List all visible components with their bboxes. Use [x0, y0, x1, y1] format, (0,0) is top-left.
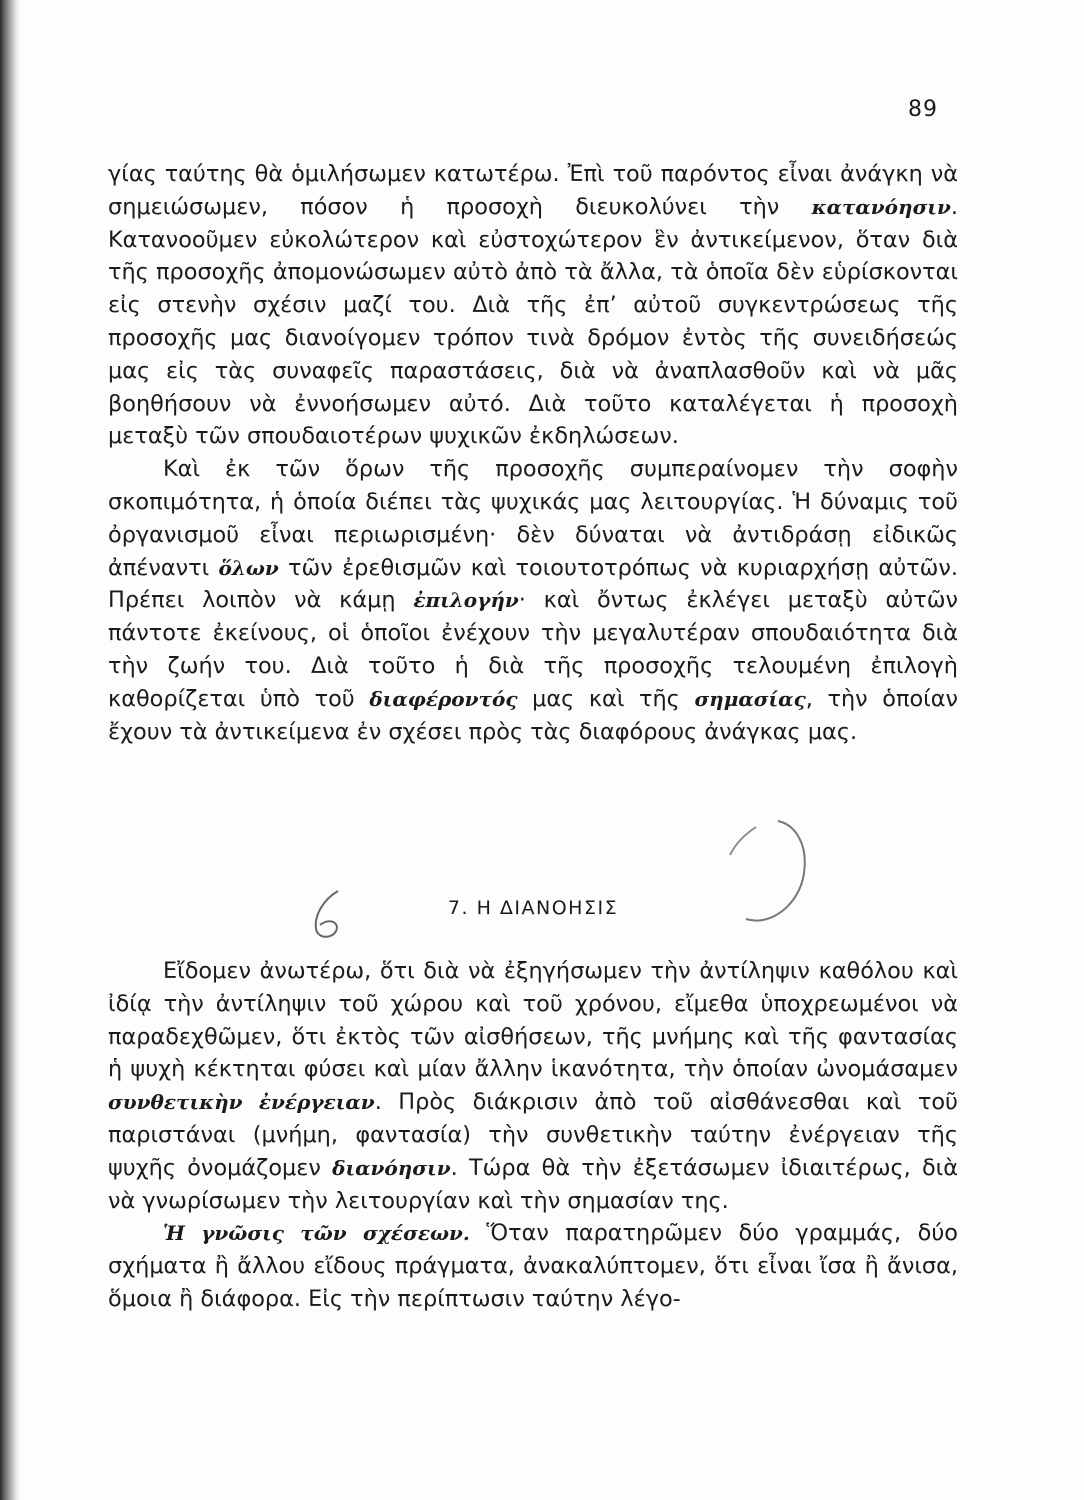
emphasis: συνθετικὴν ἐνέργειαν [108, 1090, 375, 1115]
emphasis: σημασίας [694, 686, 806, 711]
section-attention-text [108, 158, 958, 748]
emphasis-subheading: Ἡ γνῶσις τῶν σχέσεων. [163, 1221, 470, 1246]
paragraph: Καὶ ἐκ τῶν ὅρων τῆς προσοχῆς συμπεραίνομεν τὴν σοφὴν σκοπιμότητα, ἡ ὁποία διέπει τὰς ψυχικάς μας λειτουργίας. Ἡ δύναμις τοῦ ὀργανισμοῦ εἶναι περιωρισμένη· δὲν δύναται νὰ ἀντιδράσῃ εἰδικῶς ἀπέναντι ὅλων τῶν ἐρεθισμῶν καὶ τοιουτοτρόπως νὰ κυριαρχήσῃ αὐτῶν. Πρέπει λοιπὸν νὰ κάμῃ ἐπιλογήν· καὶ ὄντως ἐκλέγει μεταξὺ αὐτῶν πάντοτε ἐκείνους, οἱ ὁποῖοι ἐνέχουν τὴν μεγαλυτέραν σπουδαιότητα διὰ τὴν ζωήν του. Διὰ τοῦτο ἡ διὰ τῆς προσοχῆς τελουμένη ἐπιλογὴ καθορίζεται ὑπὸ τοῦ διαφέροντός μας καὶ τῆς σημασίας, τὴν ὁποίαν ἔχουν τὰ ἀντικείμενα ἐν σχέσει πρὸς τὰς διαφόρους ἀνάγκας μας. [108, 456, 959, 745]
binding-shadow [0, 0, 20, 1500]
section-reasoning-text [108, 955, 958, 1316]
page-number: 89 [908, 97, 938, 122]
emphasis: διανόησιν [332, 1155, 451, 1180]
paragraph: γίας ταύτης θὰ ὁμιλήσωμεν κατωτέρω. Ἐπὶ τοῦ παρόντος εἶναι ἀνάγκη νὰ σημειώσωμεν, πόσον ἡ προσοχὴ διευκολύνει τὴν κατανόησιν. Κατανοοῦμεν εὐκολώτερον καὶ εὐστοχώτερον ἓν ἀντικείμενον, ὅταν διὰ τῆς προσοχῆς ἀπομονώσωμεν αὐτὸ ἀπὸ τὰ ἄλλα, τὰ ὁποῖα δὲν εὑρίσκονται εἰς στενὴν σχέσιν μαζί του. Διὰ τῆς ἐπ’ αὐτοῦ συγκεντρώσεως τῆς προσοχῆς μας διανοίγομεν τρόπον τινὰ δρόμον ἐντὸς τῆς συνειδήσεώς μας εἰς τὰς συναφεῖς παραστάσεις, διὰ νὰ ἀναπλασθοῦν καὶ νὰ μᾶς βοηθήσουν νὰ ἐννοήσωμεν αὐτό. Διὰ τοῦτο καταλέγεται ἡ προσοχὴ μεταξὺ τῶν σπουδαιοτέρων ψυχικῶν ἐκδηλώσεων. [108, 161, 958, 450]
emphasis: ὅλων [218, 555, 279, 580]
section-heading: 7. Η ΔΙΑΝΟΗΣΙΣ [447, 897, 619, 919]
paragraph: Ἡ γνῶσις τῶν σχέσεων. Ὅταν παρατηρῶμεν δύο γραμμάς, δύο σχήματα ἢ ἄλλου εἴδους πράγματα, ἀνακαλύπτομεν, ὅτι εἶναι ἴσα ἢ ἄνισα, ὅμοια ἢ διάφορα. Εἰς τὴν περίπτωσιν ταύτην λέγο- [108, 1220, 958, 1312]
paragraph: Εἴδομεν ἀνωτέρω, ὅτι διὰ νὰ ἐξηγήσωμεν τὴν ἀντίληψιν καθόλου καὶ ἰδίᾳ τὴν ἀντίληψιν τοῦ χώρου καὶ τοῦ χρόνου, εἴμεθα ὑποχρεωμένοι νὰ παραδεχθῶμεν, ὅτι ἐκτὸς τῶν αἰσθήσεων, τῆς μνήμης καὶ τῆς φαντασίας ἡ ψυχὴ κέκτηται φύσει καὶ μίαν ἄλλην ἱκανότητα, τὴν ὁποίαν ὠνομάσαμεν συνθετικὴν ἐνέργειαν. Πρὸς διάκρισιν ἀπὸ τοῦ αἰσθάνεσθαι καὶ τοῦ παριστάναι (μνήμη, φαντασία) τὴν συνθετικὴν ταύτην ἐνέργειαν τῆς ψυχῆς ὀνομάζομεν διανόησιν. Τώρα θὰ τὴν ἐξετάσωμεν ἰδιαιτέρως, διὰ νὰ γνωρίσωμεν τὴν λειτουργίαν καὶ τὴν σημασίαν της. [108, 958, 958, 1214]
emphasis: διαφέροντός [369, 686, 518, 711]
emphasis: κατανόησιν [811, 194, 951, 219]
emphasis: ἐπιλογήν [413, 588, 519, 613]
